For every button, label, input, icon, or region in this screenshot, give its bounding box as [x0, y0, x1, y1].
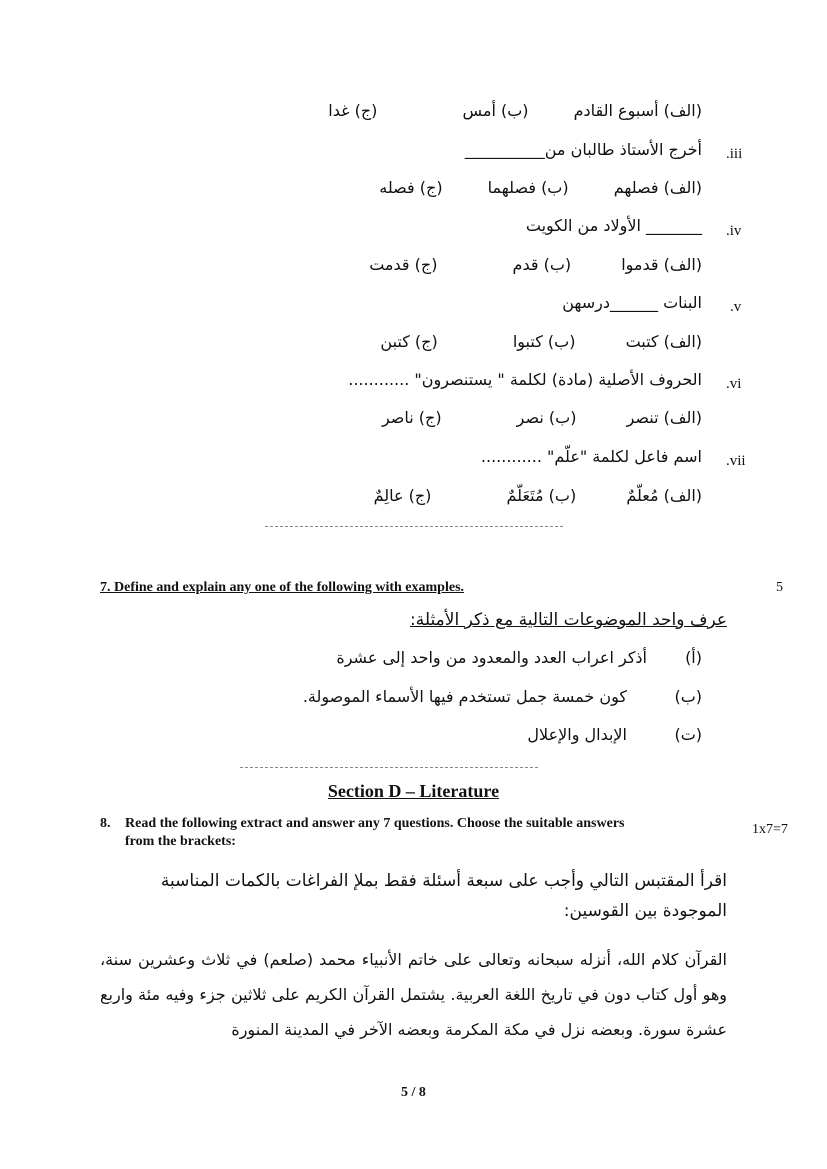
option-c: (ج) قدمت — [369, 255, 438, 274]
page-number: 5 / 8 — [401, 1085, 426, 1100]
q7-item-c-label: (ت) — [674, 725, 702, 744]
option-a: (الف) فصلهم — [613, 178, 702, 197]
option-a: (الف) قدموا — [621, 255, 702, 274]
question-stem-vi: الحروف الأصلية (مادة) لكلمة " يستنصرون" ............ — [348, 370, 702, 389]
question-number-iv: .iv — [726, 223, 742, 239]
option-c: (ج) غدا — [328, 101, 378, 120]
reading-passage: القرآن كلام الله، أنزله سبحانه وتعالى على خاتم الأنبياء محمد (صلعم) في ثلاث وعشرين سنة، وهو أول كتاب دون في تاريخ اللغة العربية. يشتمل القرآن الكريم على ثلاثين جزء وفيه مئة واربع عشرة سورة. وبعضه نزل في مكة المكرمة وبعضه الآخر في المدينة المنورة — [100, 950, 727, 1039]
question-8-text-line1: Read the following extract and answer any 7 questions. Choose the suitable answers — [125, 816, 625, 831]
option-c: (ج) فصله — [379, 178, 443, 197]
options-row-iv — [369, 255, 702, 274]
option-a: (الف) كتبت — [625, 332, 702, 351]
options-row-vi — [382, 408, 702, 427]
option-c: (ج) عالِمٌ — [373, 486, 432, 505]
question-7-marks: 5 — [776, 580, 783, 595]
question-8-text-line2: from the brackets: — [125, 834, 236, 849]
option-c: (ج) كتبن — [380, 332, 438, 351]
option-a: (الف) أسبوع القادم — [573, 101, 702, 120]
option-b: (ب) مُتَعَلّمٌ — [506, 486, 577, 505]
question-stem-iv: _______ الأولاد من الكويت — [525, 216, 702, 235]
question-number-v: .v — [730, 299, 742, 315]
option-b: (ب) كتبوا — [512, 332, 576, 351]
option-b: (ب) قدم — [512, 255, 572, 274]
options-row-vii — [374, 486, 702, 505]
question-number-vi: .vi — [726, 376, 742, 392]
option-b: (ب) أمس — [462, 101, 529, 120]
q7-item-c-text: الإبدال والإعلال — [527, 725, 627, 744]
option-c: (ج) ناصر — [381, 408, 442, 427]
options-row-ii — [328, 101, 702, 120]
question-8-marks: 1x7=7 — [752, 822, 788, 837]
question-stem-vii: اسم فاعل لكلمة "علّم" ............ — [480, 447, 702, 466]
section-heading: Section D – Literature — [327, 781, 500, 801]
question-number-vii: .vii — [726, 453, 746, 469]
question-8-number: 8. — [100, 816, 111, 831]
question-8-instruction: اقرأ المقتبس التالي وأجب على سبعة أسئلة فقط بملإ الفراغات بالكمات المناسبة الموجودة بين القوسين: — [160, 871, 727, 921]
question-stem-iii: أخرج الأستاذ طالبان من__________ — [464, 140, 702, 159]
option-b: (ب) فصلهما — [487, 178, 569, 197]
question-7-title: 7. Define and explain any one of the following with examples. — [100, 580, 465, 595]
options-row-v — [380, 332, 702, 351]
q7-item-a-label: (أ) — [685, 648, 702, 667]
question-stem-v: البنات ______درسهن — [562, 293, 702, 312]
option-a: (الف) مُعلّمٌ — [626, 486, 702, 505]
question-7-arabic-title: عرف واحد الموضوعات التالية مع ذكر الأمثلة: — [410, 610, 727, 630]
q7-item-a-text: أذكر اعراب العدد والمعدود من واحد إلى عشرة — [336, 648, 647, 667]
option-a: (الف) تنصر — [626, 408, 702, 427]
q7-item-b-text: كون خمسة جمل تستخدم فيها الأسماء الموصولة. — [302, 687, 627, 706]
options-row-iii — [379, 178, 702, 197]
question-number-iii: .iii — [726, 146, 743, 162]
separator-line — [265, 526, 563, 527]
option-b: (ب) نصر — [516, 408, 577, 427]
q7-item-b-label: (ب) — [674, 687, 702, 706]
separator-line — [240, 767, 538, 768]
